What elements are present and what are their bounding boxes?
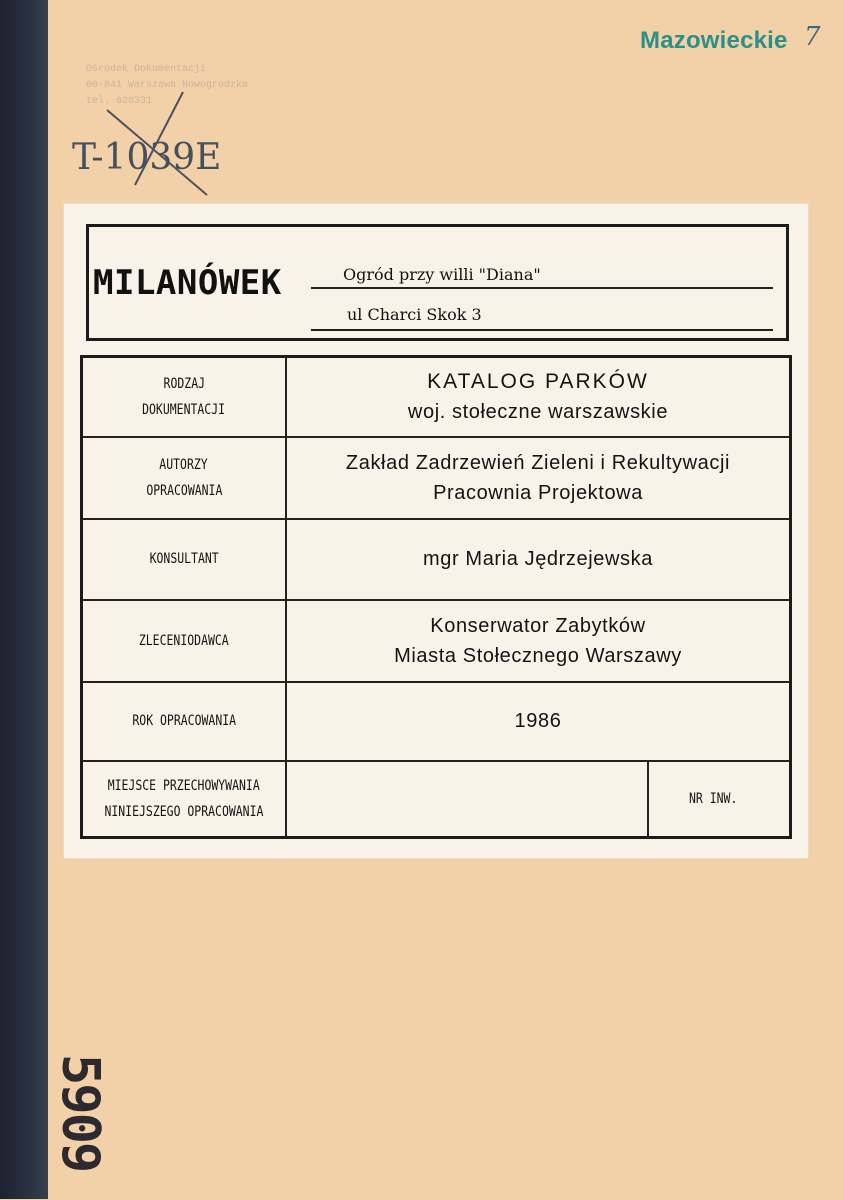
row-label: ROK OPRACOWANIA bbox=[82, 682, 287, 761]
region-number: 7 bbox=[804, 22, 821, 52]
row-label: KONSULTANT bbox=[82, 519, 287, 601]
row-label: ZLECENIODAWCA bbox=[82, 600, 287, 682]
table-row bbox=[82, 519, 791, 601]
reference-code: T-1039E bbox=[72, 137, 222, 178]
catalog-label-card bbox=[64, 204, 808, 858]
site-name: Ogród przy willi "Diana" bbox=[343, 265, 541, 284]
row-value: 1986 bbox=[286, 682, 791, 761]
title-block bbox=[86, 224, 789, 341]
storage-value bbox=[286, 761, 648, 838]
row-value: KATALOG PARKÓW woj. stołeczne warszawskie bbox=[286, 357, 791, 438]
shelf-number-block bbox=[50, 1054, 120, 1200]
table-row bbox=[82, 437, 791, 519]
town-name: MILANÓWEK bbox=[93, 263, 282, 303]
table-row bbox=[82, 600, 791, 682]
address-rule bbox=[311, 329, 773, 331]
row-value: Zakład Zadrzewień Zieleni i Rekultywacji Pracownia Projektowa bbox=[286, 437, 791, 519]
row-label: AUTORZY OPRACOWANIA bbox=[82, 437, 287, 519]
table-row bbox=[82, 357, 791, 438]
stamp-line: Ośrodek Dokumentacji bbox=[86, 64, 207, 75]
row-value: Konserwator Zabytków Miasta Stołecznego Warszawy bbox=[286, 600, 791, 682]
row-label: RODZAJ DOKUMENTACJI bbox=[82, 357, 287, 438]
row-label: MIEJSCE PRZECHOWYWANIA NINIEJSZEGO OPRACOWANIA bbox=[82, 761, 287, 838]
binding-spine bbox=[0, 0, 48, 1199]
table-row bbox=[82, 761, 791, 838]
row-value: mgr Maria Jędrzejewska bbox=[286, 519, 791, 601]
table-row bbox=[82, 682, 791, 761]
stamp-line: tel. 628331 bbox=[86, 96, 153, 107]
strike-through-mark bbox=[95, 90, 215, 200]
documentation-table bbox=[80, 355, 792, 839]
inventory-number-cell: NR INW. bbox=[648, 761, 791, 838]
site-address: ul Charci Skok 3 bbox=[347, 305, 482, 324]
stamp-line: 00-841 Warszawa Nowogrodzka bbox=[86, 80, 249, 91]
shelf-number: 5909 bbox=[50, 1054, 110, 1172]
region-label: Mazowieckie bbox=[640, 27, 788, 54]
title-rule bbox=[311, 287, 773, 289]
